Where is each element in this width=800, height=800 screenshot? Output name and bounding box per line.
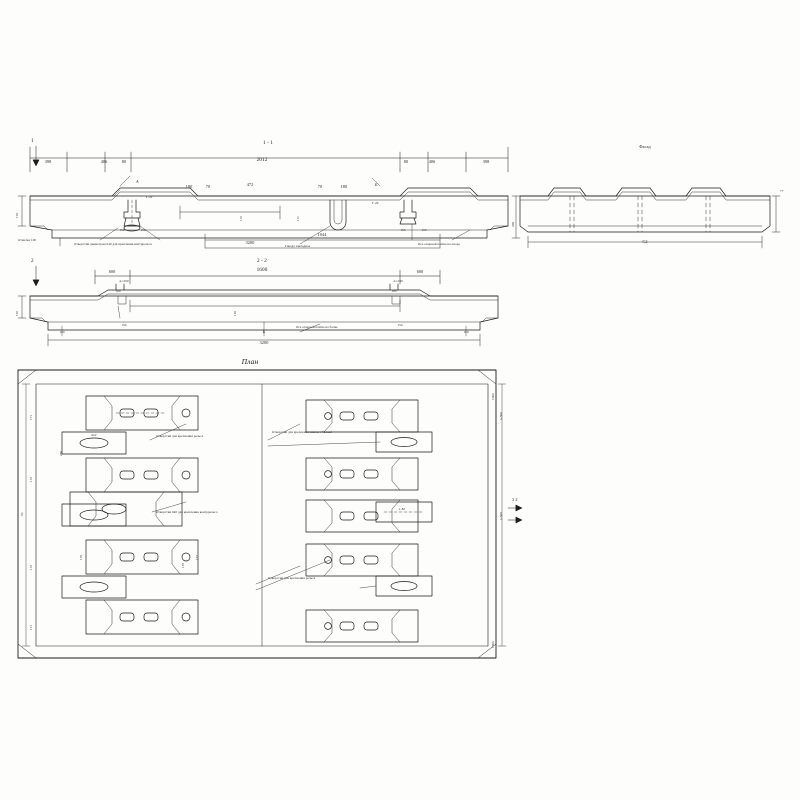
dim-s1-small-1: 150 — [140, 228, 146, 232]
plan-right-mark: 3 2 — [512, 497, 518, 502]
plan-detail-dim-3: 155 — [181, 562, 185, 568]
dim-s1-top-6: 398 — [482, 159, 490, 164]
dim-s1-top-4: 80 — [403, 159, 409, 164]
plan-detail-dim-1: 176 — [79, 554, 83, 560]
plan-view-geometry — [18, 370, 522, 658]
view-mark-1: 1 — [31, 138, 34, 144]
dim-s2-top-0: 600 — [108, 269, 116, 274]
plan-edge-label-bottom: 1000 — [491, 641, 495, 648]
dim-s1-inner-0: 180 — [185, 184, 193, 189]
plan-note-1: Отверстия для крепления плиты с балкой — [272, 430, 333, 434]
callout-g22: Г-22 — [146, 195, 153, 199]
plan-edge-label-top: 1000 — [491, 393, 495, 400]
center-mark-b: Б — [262, 329, 266, 334]
section-2-2-title: 2 - 2 — [256, 258, 268, 264]
dim-s2-small-1: 4-1100 — [393, 279, 403, 283]
plan-left-label-3: 171 — [29, 624, 33, 630]
side-elevation-geometry — [520, 188, 780, 248]
dim-s1-side-2: 111 — [296, 216, 300, 221]
note-plate-axis-on-beam: Ось опорной плиты на балке — [296, 325, 338, 329]
plan-detail-dim-2: 177 — [195, 554, 199, 560]
dim-s2-side-0: 165 — [15, 310, 19, 316]
dim-s1-inner-2: 472 — [246, 182, 254, 187]
dim-s2-bottom-0: 3200 — [259, 340, 269, 345]
dim-s2-side-1: 120 — [233, 310, 237, 316]
plan-detail-dim-0: 200 — [59, 450, 63, 456]
callout-g20: Г-20 — [372, 201, 379, 205]
plan-left-label-0: 171 — [29, 414, 33, 420]
plan-right-label-1: n-500 — [499, 512, 503, 520]
section-1-1-title: 1 - 1 — [262, 140, 274, 146]
dim-s2-bottom-3: 154 — [121, 323, 127, 327]
dim-s1-small-0: 150 — [119, 228, 125, 232]
dim-s2-top-1: 1600 — [256, 267, 268, 273]
dim-s2-small-2: 100 — [115, 289, 121, 293]
side-view-title: Фасад — [639, 144, 651, 149]
dim-s2-small-0: 4-1100 — [119, 279, 129, 283]
dim-s1-inner-1: 70 — [205, 184, 211, 189]
dim-s1-inner-4: 180 — [340, 184, 348, 189]
dim-s1-side-1: 172 — [239, 215, 243, 221]
plan-note-3: Отверстия для крепления рельса — [268, 576, 316, 580]
dim-s1-side-3: 209 — [511, 221, 515, 227]
dim-s1-small-3: 155 — [421, 228, 427, 232]
side-view-dim-total: C2 — [642, 239, 648, 244]
dim-s1-side-0: 165 — [15, 212, 19, 218]
plan-note-0-dim: 622 — [91, 433, 97, 437]
plan-left-label-2: 172 — [29, 564, 33, 570]
dim-s1-top-1: 406 — [100, 159, 108, 164]
plan-right-plates — [306, 400, 432, 642]
plan-note-3-dim: 1-82 — [398, 507, 406, 511]
view-mark-2: 2 — [31, 258, 34, 264]
loop-anchor-center — [330, 200, 346, 230]
plan-note-2: Отверстия 640 для крепления контррельса — [156, 510, 218, 514]
dim-s1-top-3: 2012 — [256, 157, 268, 163]
anchor-right — [400, 200, 416, 224]
dim-s1-top-2: 80 — [121, 159, 127, 164]
dim-s2-bottom-4: 154 — [397, 323, 403, 327]
dim-s2-bottom-1: 100 — [59, 330, 65, 334]
plan-right-label-0: n-500 — [499, 412, 503, 420]
plan-left-plates — [59, 396, 198, 634]
dim-s2-small-3: 180 — [391, 289, 397, 293]
note-embedded-socket: Гнездо закладное — [285, 244, 311, 248]
dim-s1-top-5: 406 — [428, 159, 436, 164]
note-anchor-holes: Отверстия диаметром 640 для крепления контррельса — [74, 242, 153, 246]
note-support-plate-axis: Ось опорной плиты на опоре — [418, 242, 461, 246]
dim-s2-top-2: 600 — [416, 269, 424, 274]
note-elevation-mark: Отметка 100 — [18, 238, 37, 242]
dim-s1-top-0: 398 — [44, 159, 52, 164]
section-1-1-geometry — [15, 146, 520, 248]
dim-s1-inner-3: 70 — [317, 184, 323, 189]
dim-s1-small-2: 155 — [400, 228, 406, 232]
plan-left-edge-label: 66 — [20, 512, 24, 516]
dim-s1-bot-0: 3200 — [245, 240, 255, 245]
plan-note-0: Отверстия для крепления рельса — [156, 434, 204, 438]
callout-b: Б — [375, 182, 378, 187]
anchor-left — [124, 200, 140, 231]
side-view-dim-right: 77 — [780, 189, 784, 193]
callout-a: А — [136, 179, 139, 184]
dim-s1-bot-1: 1044 — [317, 232, 327, 237]
plan-title: План — [241, 357, 259, 366]
plan-left-label-1: 172 — [29, 476, 33, 482]
section-2-2-geometry — [15, 266, 498, 346]
dim-s2-bottom-2: 100 — [463, 330, 469, 334]
